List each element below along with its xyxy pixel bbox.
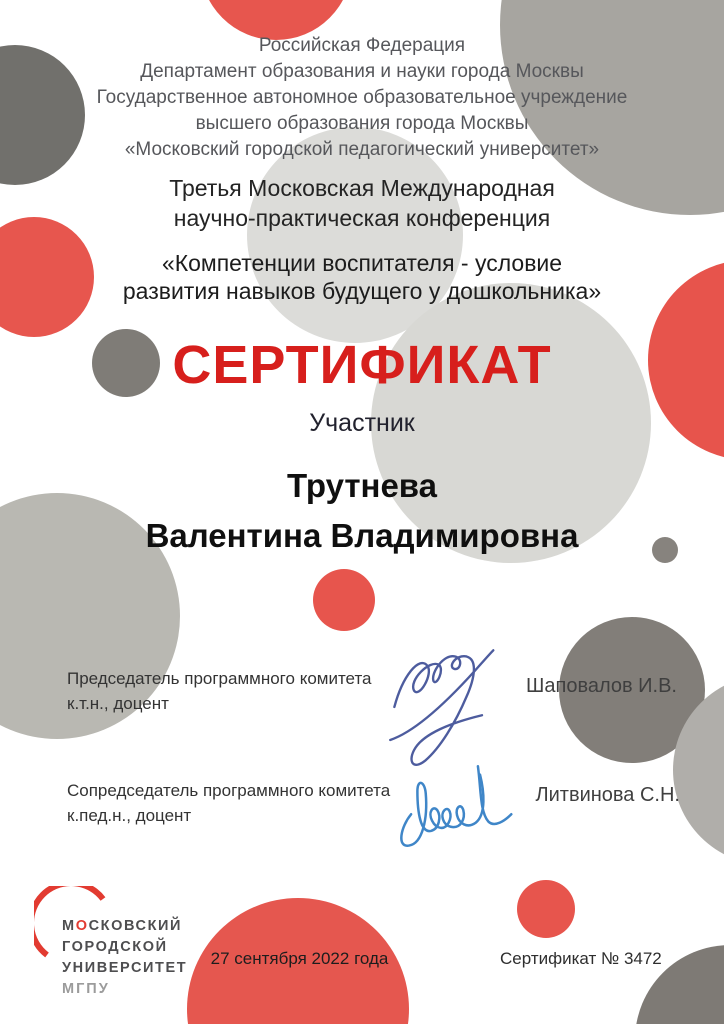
conference-topic — [0, 249, 724, 305]
signatory-1-name: Шаповалов И.В. — [526, 675, 677, 697]
signatory-2-label — [67, 778, 427, 828]
signatory-1-position: Председатель программного комитета — [67, 669, 372, 688]
header-line-country: Российская Федерация — [258, 35, 466, 56]
signature-1-image — [380, 641, 518, 775]
logo-abbreviation: МГПУ — [62, 981, 110, 997]
signatory-2-degree: к.пед.н., доцент — [67, 806, 192, 825]
certificate-title: СЕРТИФИКАТ — [172, 335, 552, 395]
signature-2-image — [388, 760, 524, 856]
signatory-2-name: Литвинова С.Н. — [535, 784, 680, 806]
conference-line-2: научно-практическая конференция — [173, 205, 551, 231]
recipient-name — [0, 461, 724, 561]
logo-line1-part1: М — [62, 918, 76, 934]
logo-line-1 — [62, 916, 242, 937]
logo-line1-part3: СКОВСКИЙ — [88, 918, 183, 934]
topic-line-1: «Компетенции воспитателя - условие — [161, 250, 563, 276]
logo-line1-red-o: О — [75, 918, 89, 934]
recipient-first-middle-name: Валентина Владимировна — [145, 517, 579, 554]
recipient-last-name: Трутнева — [286, 467, 438, 504]
header-line-institution-1: Государственное автономное образовательное учреждение — [96, 87, 628, 108]
logo-line-3: УНИВЕРСИТЕТ — [62, 960, 188, 976]
topic-line-2: развития навыков будущего у дошкольника» — [122, 278, 602, 304]
certificate-date: 27 сентября 2022 года — [210, 949, 389, 968]
signatory-1-degree: к.т.н., доцент — [67, 694, 169, 713]
logo-line-2: ГОРОДСКОЙ — [62, 939, 168, 955]
certificate-number: Сертификат № 3472 — [500, 949, 662, 968]
participant-role: Участник — [309, 409, 415, 437]
header-line-institution-2: высшего образования города Москвы — [195, 113, 529, 134]
signatory-2-position: Сопредседатель программного комитета — [67, 781, 391, 800]
signatory-1-label — [67, 666, 427, 716]
organization-header — [0, 33, 724, 163]
header-line-university: «Московский городской педагогический университет» — [124, 139, 600, 160]
conference-name — [0, 173, 724, 233]
header-line-department: Департамент образования и науки города Москвы — [140, 61, 584, 82]
conference-line-1: Третья Московская Международная — [169, 175, 555, 201]
